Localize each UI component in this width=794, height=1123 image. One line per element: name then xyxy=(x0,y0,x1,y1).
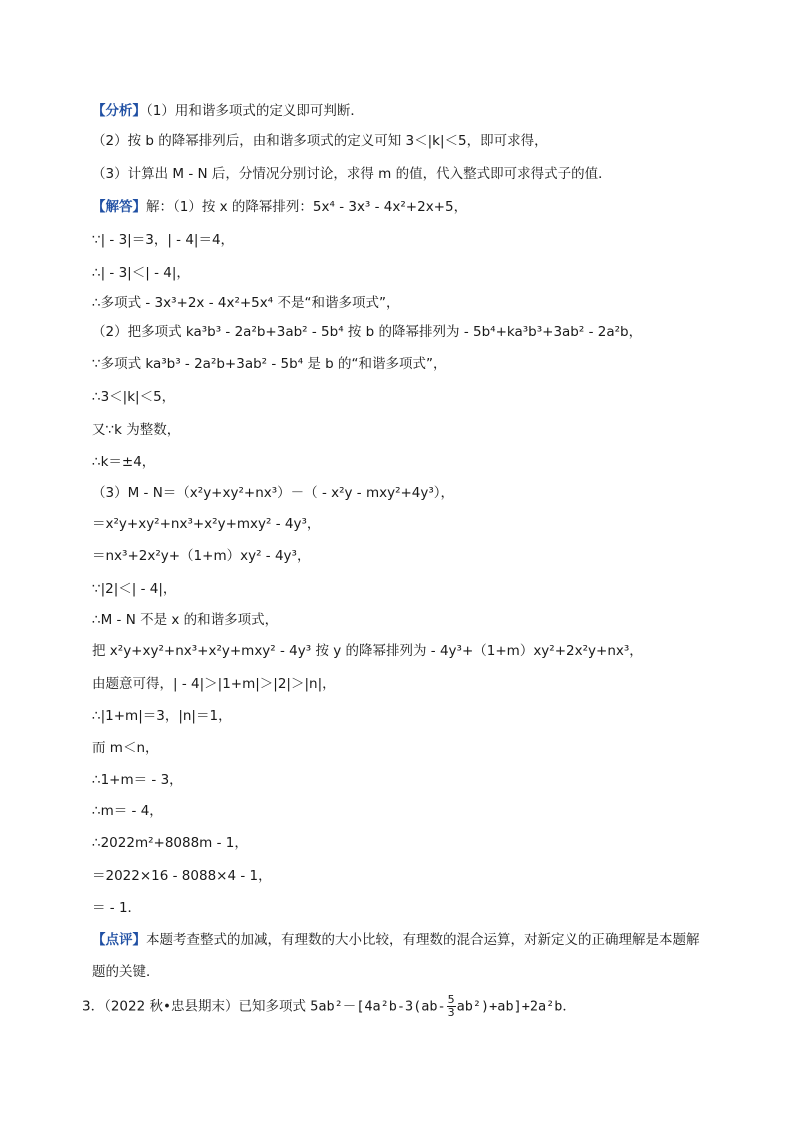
analysis-line-1 xyxy=(92,101,364,121)
solution-line-17: ∴|1+m|＝3，|n|＝1， xyxy=(92,708,232,724)
solution-line-3: ∴| - 3|＜| - 4|， xyxy=(92,265,190,281)
solution-line-14: ∴M - N 不是 x 的和谐多项式， xyxy=(92,612,279,628)
fraction-numerator: 5 xyxy=(447,993,455,1006)
solution-line-7: ∴3＜|k|＜5， xyxy=(92,389,176,405)
analysis-line-2: （2）按 b 的降幂排列后，由和谐多项式的定义可知 3＜|k|＜5，即可求得， xyxy=(92,133,548,149)
solution-line-2: ∵| - 3|＝3，| - 4|＝4， xyxy=(92,232,235,248)
solution-line-23: ＝ - 1． xyxy=(92,900,142,916)
solution-line-16: 由题意可得，| - 4|＞|1+m|＞|2|＞|n|， xyxy=(92,676,336,692)
solution-tag: 【解答】 xyxy=(92,199,146,215)
solution-line-1 xyxy=(92,197,467,217)
solution-line-9: ∴k＝±4， xyxy=(92,454,156,470)
solution-line-22: ＝2022×16 - 8088×4 - 1， xyxy=(92,868,272,884)
solution-line-18: 而 m＜n， xyxy=(92,740,159,756)
analysis-line-3: （3）计算出 M - N 后，分情况分别讨论，求得 m 的值，代入整式即可求得式子的值． xyxy=(92,166,612,182)
solution-line-5: （2）把多项式 ka³b³ - 2a²b+3ab² - 5b⁴ 按 b 的降幂排列为 - 5b⁴+ka³b³+3ab² - 2a²b， xyxy=(92,324,643,340)
question-3-prefix: 3．（2022 秋•忠县期末）已知多项式 xyxy=(82,998,311,1015)
fraction-five-thirds xyxy=(447,994,456,1019)
solution-line-6: ∵多项式 ka³b³ - 2a²b+3ab² - 5b⁴ 是 b 的“和谐多项式”， xyxy=(92,356,447,372)
comment-tag: 【点评】 xyxy=(92,932,146,948)
solution-line-21: ∴2022m²+8088m - 1， xyxy=(92,835,248,851)
solution-line-20: ∴m＝ - 4， xyxy=(92,803,163,819)
solution-line-15: 把 x²y+xy²+nx³+x²y+mxy² - 4y³ 按 y 的降幂排列为 - 4y³+（1+m）xy²+2x²y+nx³， xyxy=(92,643,643,659)
solution-line-12: ＝nx³+2x²y+（1+m）xy² - 4y³， xyxy=(92,548,311,564)
solution-line-8: 又∵k 为整数， xyxy=(92,422,181,438)
solution-text-1: 解：（1）按 x 的降幂排列：5x⁴ - 3x³ - 4x²+2x+5， xyxy=(146,199,468,215)
solution-line-13: ∵|2|＜| - 4|， xyxy=(92,581,177,597)
question-3-expr-part1: 5ab²－[4a²b-3(ab- xyxy=(310,998,446,1015)
solution-line-4: ∴多项式 - 3x³+2x - 4x²+5x⁴ 不是“和谐多项式”， xyxy=(92,295,400,311)
solution-line-10: （3）M - N＝（x²y+xy²+nx³）－（ - x²y - mxy²+4y³）， xyxy=(92,485,455,501)
fraction-denominator: 3 xyxy=(447,1006,455,1019)
analysis-tag: 【分析】 xyxy=(92,103,146,119)
question-3 xyxy=(82,994,576,1019)
solution-line-19: ∴1+m＝ - 3， xyxy=(92,772,183,788)
solution-line-11: ＝x²y+xy²+nx³+x²y+mxy² - 4y³， xyxy=(92,516,321,532)
question-3-expr-part2: ab²)+ab]+2a²b xyxy=(456,998,563,1015)
question-3-suffix: ． xyxy=(562,998,576,1015)
comment-text-1: 本题考查整式的加减，有理数的大小比较，有理数的混合运算，对新定义的正确理解是本题解 xyxy=(146,932,700,948)
comment-line-1 xyxy=(92,930,700,950)
comment-line-2: 题的关键． xyxy=(92,964,160,980)
analysis-text-1: （1）用和谐多项式的定义即可判断． xyxy=(146,103,364,119)
